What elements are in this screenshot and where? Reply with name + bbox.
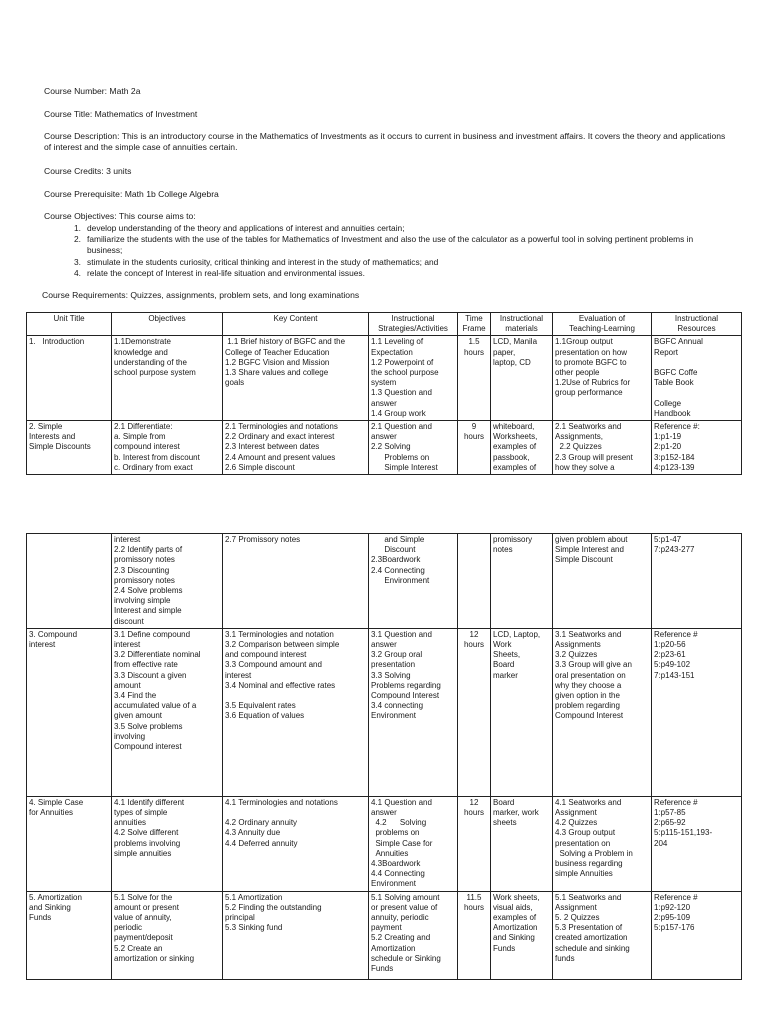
instructional-resources-text: Reference # 1:p57-85 2:p65-92 5:p115-151,193- 204	[654, 797, 713, 848]
objectives-text: 2.1 Differentiate: a. Simple from compound interest b. Interest from discount c. Ordinary from exact	[114, 422, 200, 472]
course-number: Course Number: Math 2a	[44, 86, 141, 96]
instructional-strategies-text: 2.1 Question and answer 2.2 Solving Problems on Simple Interest	[371, 422, 438, 472]
instructional-materials-text: whiteboard, Worksheets, examples of passbook, examples of	[493, 422, 538, 472]
instructional-strategies-cell	[369, 891, 458, 979]
table-row	[27, 336, 742, 421]
instructional-resources-cell	[652, 628, 742, 796]
objectives-cell	[112, 628, 223, 796]
key-content-cell	[223, 336, 369, 421]
time-frame-cell	[458, 796, 491, 891]
instructional-strategies-text: and Simple Discount 2.3Boardwork 2.4 Connecting Environment	[371, 535, 430, 585]
course-credits: Course Credits: 3 units	[44, 166, 132, 176]
course-prerequisite: Course Prerequisite: Math 1b College Algebra	[44, 189, 219, 199]
evaluation-cell	[553, 891, 652, 979]
instructional-resources-text: BGFC Annual Report BGFC Coffe Table Book College Handbook	[654, 337, 703, 418]
time-frame-cell	[458, 891, 491, 979]
time-frame-cell	[458, 628, 491, 796]
unit-title-text: Unit Title	[53, 314, 85, 323]
time-frame-cell	[458, 336, 491, 421]
instructional-resources-text: Reference # 1:p92-120 2:p95-109 5:p157-176	[654, 892, 698, 933]
instructional-materials-cell	[491, 313, 553, 336]
table-row	[27, 534, 742, 629]
objective-text: familiarize the students with the use of the tables for Mathematics of Investment and also the use of the calculator as a powerful tool in solving pertinent problems in business;	[87, 234, 694, 255]
objectives-text: 4.1 Identify different types of simple annuities 4.2 Solve different problems involving simple annuities	[114, 797, 185, 858]
objectives-cell	[112, 534, 223, 629]
instructional-resources-cell	[652, 336, 742, 421]
instructional-materials-text: Instructional materials	[499, 314, 544, 334]
evaluation-cell	[553, 336, 652, 421]
unit-title-cell	[27, 796, 112, 891]
syllabus-table-part2	[26, 533, 742, 980]
evaluation-text: Evaluation of Teaching-Learning	[569, 314, 635, 334]
evaluation-cell	[553, 313, 652, 336]
instructional-materials-text: Work sheets, visual aids, examples of Amortization and Sinking Funds	[493, 892, 540, 953]
unit-title-text: 4. Simple Case for Annuities	[29, 797, 84, 818]
unit-title-cell	[27, 891, 112, 979]
instructional-strategies-text: Instructional Strategies/Activities	[378, 314, 448, 334]
time-frame-cell	[458, 313, 491, 336]
objective-text: relate the concept of Interest in real-life situation and environmental issues.	[87, 268, 365, 278]
unit-title-cell	[27, 313, 112, 336]
time-frame-text: 11.5 hours	[463, 892, 484, 912]
table-row	[27, 796, 742, 891]
key-content-cell	[223, 421, 369, 475]
instructional-materials-text: LCD, Manila paper, laptop, CD	[493, 337, 538, 367]
time-frame-text: 12 hours	[463, 629, 484, 650]
objectives-cell	[112, 421, 223, 475]
unit-title-cell	[27, 628, 112, 796]
instructional-strategies-cell	[369, 796, 458, 891]
instructional-resources-cell	[652, 421, 742, 475]
instructional-resources-cell	[652, 796, 742, 891]
instructional-materials-cell	[491, 421, 553, 475]
objective-text: develop understanding of the theory and applications of interest and annuities certain;	[87, 223, 405, 233]
instructional-resources-text: Instructional Resources	[674, 314, 719, 334]
key-content-text: 2.1 Terminologies and notations 2.2 Ordinary and exact interest 2.3 Interest between dates 2.4 Amount and present values 2.6 Simple discount	[225, 422, 338, 472]
evaluation-text: given problem about Simple Interest and Simple Discount	[555, 535, 628, 565]
unit-title-cell	[27, 336, 112, 421]
objective-text: stimulate in the students curiosity, critical thinking and interest in the study of mathematics; and	[87, 257, 439, 267]
instructional-materials-cell	[491, 891, 553, 979]
instructional-materials-cell	[491, 336, 553, 421]
objectives-text: 5.1 Solve for the amount or present value of annuity, periodic payment/deposit 5.2 Create an amortization or sinking	[114, 892, 195, 963]
instructional-resources-text: 5:p1-47 7:p243-277	[654, 535, 695, 555]
instructional-resources-cell	[652, 534, 742, 629]
objectives-text: 3.1 Define compound interest 3.2 Differentiate nominal from effective rate 3.3 Discount a given amount 3.4 Find the accumulated value of a given amount 3.5 Solve problems involving Compound interest	[114, 629, 201, 752]
evaluation-cell	[553, 796, 652, 891]
time-frame-text: 12 hours	[463, 797, 484, 818]
instructional-resources-text: Reference # 1:p20-56 2:p23-61 5:p49-102 7:p143-151	[654, 629, 698, 680]
table-row	[27, 421, 742, 475]
key-content-text: 3.1 Terminologies and notation 3.2 Comparison between simple and compound interest 3.3 Compound amount and interest 3.4 Nominal and effective rates 3.5 Equivalent rates 3.6 Equation of values	[225, 629, 340, 721]
course-objectives-intro: Course Objectives: This course aims to:	[44, 211, 196, 221]
objective-number: 2.	[74, 234, 81, 244]
objectives-text: interest 2.2 Identify parts of promissory notes 2.3 Discounting promissory notes 2.4 Solve problems involving simple Interest and simple discount	[114, 535, 183, 626]
instructional-materials-cell	[491, 628, 553, 796]
key-content-cell	[223, 796, 369, 891]
instructional-strategies-cell	[369, 628, 458, 796]
key-content-text: 2.7 Promissory notes	[225, 535, 301, 544]
instructional-strategies-cell	[369, 534, 458, 629]
objectives-text: Objectives	[148, 314, 186, 323]
time-frame-text: Time Frame	[462, 314, 486, 334]
evaluation-cell	[553, 628, 652, 796]
key-content-cell	[223, 628, 369, 796]
evaluation-cell	[553, 534, 652, 629]
instructional-materials-text: LCD, Laptop, Work Sheets, Board marker	[493, 629, 541, 680]
instructional-resources-cell	[652, 313, 742, 336]
key-content-text: Key Content	[273, 314, 318, 323]
time-frame-cell	[458, 421, 491, 475]
key-content-cell	[223, 313, 369, 336]
unit-title-text: 1. Introduction	[29, 337, 85, 347]
instructional-materials-cell	[491, 534, 553, 629]
instructional-materials-text: Board marker, work sheets	[493, 797, 539, 828]
instructional-strategies-cell	[369, 421, 458, 475]
unit-title-text: 3. Compound interest	[29, 629, 78, 650]
objective-number: 3.	[74, 257, 81, 267]
objectives-cell	[112, 336, 223, 421]
table-row	[27, 628, 742, 796]
unit-title-cell	[27, 534, 112, 629]
time-frame-cell	[458, 534, 491, 629]
instructional-resources-text: Reference #: 1:p1-19 2:p1-20 3:p152-184 4:p123-139	[654, 422, 700, 472]
course-description: Course Description: This is an introductory course in the Mathematics of Investments as it occurs to current in business and investment affairs. It covers the theory and applications of interest and the simple case of annuities certain.	[44, 131, 726, 152]
objective-number: 1.	[74, 223, 81, 233]
key-content-text: 5.1 Amortization 5.2 Finding the outstanding principal 5.3 Sinking fund	[225, 892, 322, 933]
evaluation-text: 4.1 Seatworks and Assignment 4.2 Quizzes 4.3 Group output presentation on Solving a Problem in business regarding simple Annuities	[555, 797, 633, 879]
course-title: Course Title: Mathematics of Investment	[44, 109, 198, 119]
instructional-strategies-cell	[369, 313, 458, 336]
table-row	[27, 891, 742, 979]
instructional-strategies-text: 1.1 Leveling of Expectation 1.2 Powerpoint of the school purpose system 1.3 Question and answer 1.4 Group work	[371, 337, 439, 418]
instructional-materials-cell	[491, 796, 553, 891]
objectives-text: 1.1Demonstrate knowledge and understanding of the school purpose system	[114, 337, 196, 378]
evaluation-cell	[553, 421, 652, 475]
instructional-strategies-text: 3.1 Question and answer 3.2 Group oral presentation 3.3 Solving Problems regarding Compound Interest 3.4 connecting Environment	[371, 629, 441, 721]
instructional-materials-text: promissory notes	[493, 535, 533, 555]
evaluation-text: 3.1 Seatworks and Assignments 3.2 Quizzes 3.3 Group will give an oral presentation on why they choose a given option in the problem regarding Compound Interest	[555, 629, 632, 721]
evaluation-text: 2.1 Seatworks and Assignments, 2.2 Quizzes 2.3 Group will present how they solve a	[555, 422, 633, 472]
key-content-cell	[223, 891, 369, 979]
objective-number: 4.	[74, 268, 81, 278]
time-frame-text: 1.5 hours	[463, 337, 484, 357]
unit-title-text: 5. Amortization and Sinking Funds	[29, 892, 82, 923]
course-requirements: Course Requirements: Quizzes, assignments, problem sets, and long examinations	[42, 290, 360, 300]
evaluation-text: 5.1 Seatworks and Assignment 5. 2 Quizzes 5.3 Presentation of created amortization schedule and sinking funds	[555, 892, 630, 963]
instructional-strategies-text: 5.1 Solving amount or present value of annuity, periodic payment 5.2 Creating and Amortization schedule or Sinking Funds	[371, 892, 441, 974]
key-content-text: 1.1 Brief history of BGFC and the College of Teacher Education 1.2 BGFC Vision and Mission 1.3 Share values and college goals	[225, 337, 346, 388]
table-header-row	[27, 313, 742, 336]
key-content-text: 4.1 Terminologies and notations 4.2 Ordinary annuity 4.3 Annuity due 4.4 Deferred annuity	[225, 797, 338, 848]
objectives-cell	[112, 891, 223, 979]
unit-title-cell	[27, 421, 112, 475]
instructional-strategies-cell	[369, 336, 458, 421]
syllabus-table-part1	[26, 312, 742, 475]
objectives-cell	[112, 313, 223, 336]
time-frame-text: 9 hours	[463, 422, 484, 442]
evaluation-text: 1.1Group output presentation on how to promote BGFC to other people 1.2Use of Rubrics for group performance	[555, 337, 631, 398]
objectives-cell	[112, 796, 223, 891]
instructional-strategies-text: 4.1 Question and answer 4.2 Solving problems on Simple Case for Annuities 4.3Boardwork 4.4 Connecting Environment	[371, 797, 433, 889]
key-content-cell	[223, 534, 369, 629]
unit-title-text: 2. Simple Interests and Simple Discounts	[29, 422, 91, 452]
instructional-resources-cell	[652, 891, 742, 979]
